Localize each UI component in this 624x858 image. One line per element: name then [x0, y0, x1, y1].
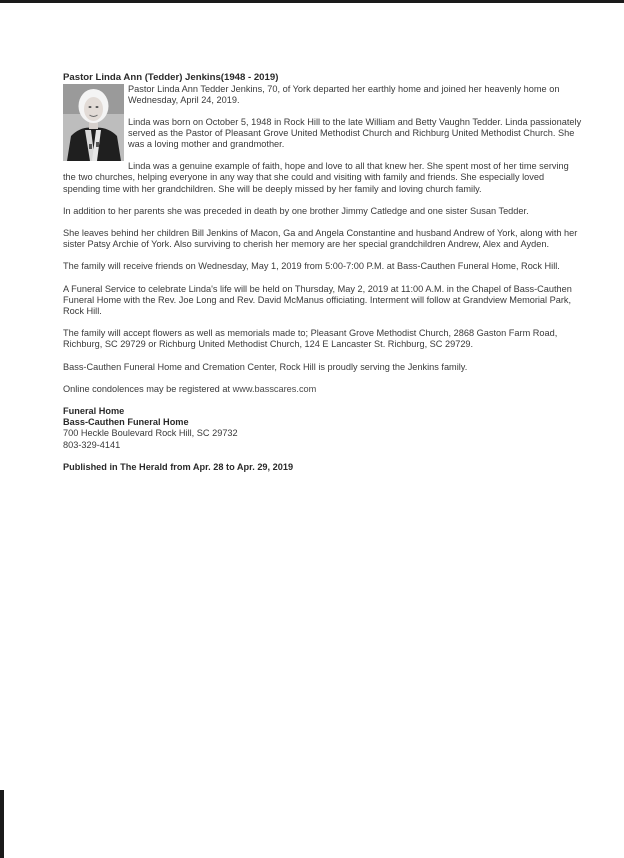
obituary-paragraph-2: Linda was born on October 5, 1948 in Rock Hill to the late William and Betty Vaughn Tedder. Linda passionately served as the Pastor of Pleasant Grove United Methodist Church and Richburg United Methodist Church. She was a loving mother and grandmother. — [128, 116, 582, 150]
obituary-paragraph-1: Pastor Linda Ann Tedder Jenkins, 70, of York departed her earthly home and joined her heavenly home on Wednesday, April 24, 2019. — [128, 84, 560, 106]
condolences-line — [63, 384, 583, 395]
obituary-paragraph-5: She leaves behind her children Bill Jenkins of Macon, Ga and Angela Constantine and husband Andrew of York, along with her sister Patsy Archie of York. Also surviving to cherish her memory are her special grandchildren Andrew, Alex and Ayden. — [63, 228, 578, 250]
condolences-text: Online condolences may be registered at — [63, 383, 233, 394]
funeral-home-address: 700 Heckle Boulevard Rock Hill, SC 29732 — [63, 428, 238, 439]
obituary-paragraph-9: Bass-Cauthen Funeral Home and Cremation Center, Rock Hill is proudly serving the Jenkins family. — [63, 361, 468, 372]
obituary-paragraph-4: In addition to her parents she was preceded in death by one brother Jimmy Catledge and one sister Susan Tedder. — [63, 205, 529, 216]
funeral-home-block — [63, 406, 583, 451]
portrait-photo — [63, 84, 124, 161]
obituary-paragraph-7: A Funeral Service to celebrate Linda's life will be held on Thursday, May 2, 2019 at 11:00 A.M. in the Chapel of Bass-Cauthen Funeral Home with the Rev. Joe Long and Rev. David McManus officiating. Interment will follow at Grandview Memorial Park, Rock Hill. — [63, 283, 572, 317]
condolences-link[interactable]: www.basscares.com — [232, 383, 317, 394]
obituary-paragraph-3: Linda was a genuine example of faith, hope and love to all that knew her. She spent most of her time serving the two churches, helping everyone in any way that she could and visiting with family and friends. She especially loved spending time with her grandchildren. She will be deeply missed by her family and loving church family. — [63, 161, 569, 194]
obituary-paragraph-8: The family will accept flowers as well as memorials made to; Pleasant Grove Methodist Church, 2868 Gaston Farm Road, Richburg, SC 29729 or Richburg United Methodist Church, 124 E Lancaster St. Richburg, SC 29729. — [63, 328, 558, 350]
funeral-home-heading: Funeral Home — [63, 406, 125, 417]
obituary-title: Pastor Linda Ann (Tedder) Jenkins(1948 - 2019) — [63, 72, 279, 83]
funeral-home-name: Bass-Cauthen Funeral Home — [63, 417, 189, 428]
scan-edge-top — [0, 0, 624, 3]
obituary-document — [63, 72, 583, 473]
published-notice: Published in The Herald from Apr. 28 to Apr. 29, 2019 — [63, 461, 294, 472]
scan-edge-left — [0, 790, 4, 858]
portrait-image — [63, 84, 124, 161]
funeral-home-phone: 803-329-4141 — [63, 439, 121, 450]
obituary-paragraph-6: The family will receive friends on Wednesday, May 1, 2019 from 5:00-7:00 P.M. at Bass-Cauthen Funeral Home, Rock Hill. — [63, 261, 560, 272]
